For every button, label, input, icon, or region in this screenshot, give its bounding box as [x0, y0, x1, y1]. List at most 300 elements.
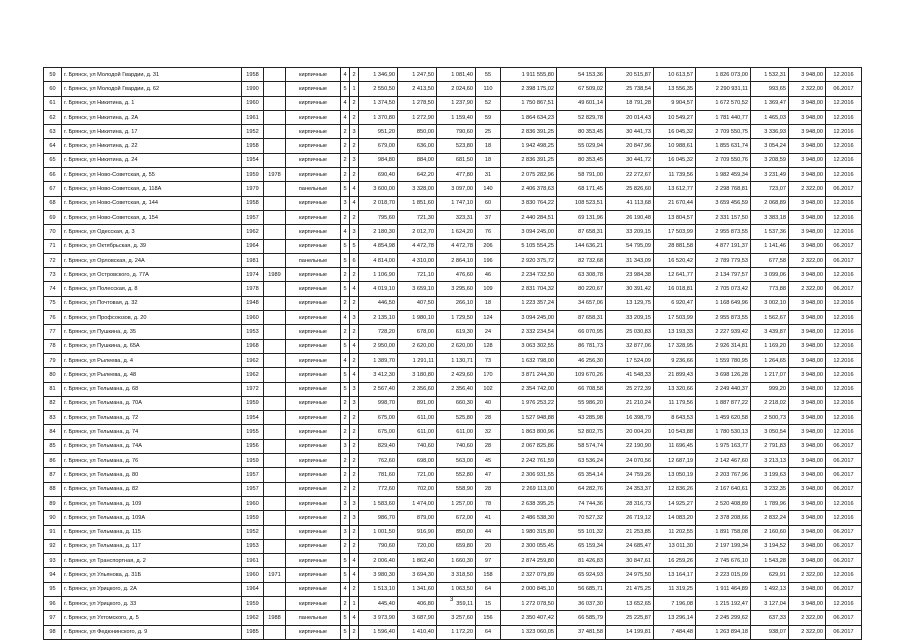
cell-limit-cost: 3 948,00	[789, 268, 826, 282]
cell-cost-part-d: 2 926 314,81	[696, 339, 751, 353]
table-row	[44, 82, 862, 96]
cell-living-area: 884,00	[398, 153, 437, 167]
cell-cost-part-d: 2 955 873,55	[696, 311, 751, 325]
cell-cost-part-c: 11 202,55	[654, 525, 696, 539]
cell-address: г. Брянск, ул Тельмана, д. 117	[62, 539, 242, 553]
cell-year-built: 1958	[242, 68, 264, 82]
cell-residents: 59	[476, 110, 501, 124]
table-row	[44, 225, 862, 239]
cell-entrances: 2	[350, 353, 359, 367]
cell-private-area: 2 864,10	[437, 253, 476, 267]
cell-living-area: 850,00	[398, 125, 437, 139]
cell-specific-cost: 1 537,36	[751, 225, 789, 239]
cell-cost-part-a: 80 353,45	[557, 125, 606, 139]
cell-entrances: 1	[350, 82, 359, 96]
table-row	[44, 96, 862, 110]
cell-entrances: 4	[350, 196, 359, 210]
cell-row-number: 85	[44, 439, 62, 453]
cell-wall-material: кирпичные	[286, 625, 341, 639]
cell-row-number: 64	[44, 139, 62, 153]
cell-wall-material: кирпичные	[286, 539, 341, 553]
cell-living-area: 3 694,30	[398, 568, 437, 582]
cell-entrances: 2	[350, 439, 359, 453]
cell-private-area: 1 747,10	[437, 196, 476, 210]
table-row	[44, 139, 862, 153]
cell-floors: 4	[341, 582, 350, 596]
cell-cost-part-d: 1 781 440,77	[696, 110, 751, 124]
cell-entrances: 4	[350, 368, 359, 382]
cell-wall-material: кирпичные	[286, 339, 341, 353]
cell-cost-part-c: 10 543,88	[654, 425, 696, 439]
cell-limit-cost: 3 948,00	[789, 239, 826, 253]
cell-address: г. Брянск, ул Тельмана, д. 68	[62, 382, 242, 396]
cell-cost-part-a: 65 159,34	[557, 539, 606, 553]
cell-entrances: 1	[350, 596, 359, 610]
cell-living-area: 2 413,50	[398, 82, 437, 96]
cell-year-reconstructed	[264, 325, 286, 339]
cell-entrances: 2	[350, 96, 359, 110]
cell-address: г. Брянск, ул Островского, д. 77А	[62, 268, 242, 282]
table-row	[44, 511, 862, 525]
cell-year-reconstructed	[264, 210, 286, 224]
cell-year-reconstructed	[264, 496, 286, 510]
cell-total-area: 3 600,00	[359, 182, 398, 196]
cell-cost-part-d: 2 705 073,42	[696, 282, 751, 296]
cell-total-cost: 3 094 245,00	[501, 311, 557, 325]
cell-wall-material: кирпичные	[286, 482, 341, 496]
cell-cost-part-c: 7 484,48	[654, 625, 696, 639]
cell-row-number: 60	[44, 82, 62, 96]
cell-specific-cost: 677,58	[751, 253, 789, 267]
cell-entrances: 4	[350, 568, 359, 582]
cell-row-number: 88	[44, 482, 62, 496]
cell-cost-part-b: 25 030,83	[606, 325, 654, 339]
cell-cost-part-c: 13 296,14	[654, 611, 696, 625]
cell-year-reconstructed	[264, 582, 286, 596]
cell-deadline: 06.2017	[826, 253, 862, 267]
cell-total-cost: 2 354 742,00	[501, 382, 557, 396]
cell-cost-part-b: 33 209,15	[606, 311, 654, 325]
cell-wall-material: кирпичные	[286, 411, 341, 425]
cell-private-area: 525,80	[437, 411, 476, 425]
cell-deadline: 12.2016	[826, 196, 862, 210]
cell-deadline: 06.2017	[826, 439, 862, 453]
cell-cost-part-b: 22 272,67	[606, 168, 654, 182]
cell-living-area: 407,50	[398, 296, 437, 310]
cell-total-area: 2 006,40	[359, 554, 398, 568]
cell-cost-part-d: 1 559 780,95	[696, 353, 751, 367]
table-row	[44, 110, 862, 124]
cell-cost-part-c: 12 687,19	[654, 454, 696, 468]
cell-row-number: 91	[44, 525, 62, 539]
cell-total-area: 2 180,30	[359, 225, 398, 239]
housing-register-table	[43, 67, 862, 640]
cell-cost-part-b: 16 398,79	[606, 411, 654, 425]
cell-entrances: 4	[350, 554, 359, 568]
cell-living-area: 721,00	[398, 468, 437, 482]
cell-cost-part-c: 13 804,57	[654, 210, 696, 224]
cell-floors: 4	[341, 110, 350, 124]
cell-living-area: 2 620,00	[398, 339, 437, 353]
cell-wall-material: панельные	[286, 611, 341, 625]
cell-deadline: 12.2016	[826, 311, 862, 325]
cell-cost-part-d: 1 826 073,00	[696, 68, 751, 82]
cell-total-area: 3 412,30	[359, 368, 398, 382]
cell-cost-part-a: 63 308,78	[557, 268, 606, 282]
cell-living-area: 678,00	[398, 325, 437, 339]
cell-floors: 4	[341, 311, 350, 325]
cell-cost-part-a: 108 523,51	[557, 196, 606, 210]
cell-address: г. Брянск, ул Рылеева, д. 48	[62, 368, 242, 382]
table-row	[44, 611, 862, 625]
cell-cost-part-b: 18 791,28	[606, 96, 654, 110]
cell-limit-cost: 3 948,00	[789, 168, 826, 182]
cell-year-reconstructed	[264, 596, 286, 610]
cell-deadline: 12.2016	[826, 396, 862, 410]
cell-year-built: 1979	[242, 182, 264, 196]
cell-private-area: 476,60	[437, 268, 476, 282]
cell-deadline: 12.2016	[826, 353, 862, 367]
cell-deadline: 06.2017	[826, 482, 862, 496]
cell-year-built: 1974	[242, 268, 264, 282]
cell-residents: 32	[476, 425, 501, 439]
cell-private-area: 1 081,40	[437, 68, 476, 82]
cell-entrances: 2	[350, 168, 359, 182]
cell-residents: 37	[476, 210, 501, 224]
table-row	[44, 325, 862, 339]
cell-private-area: 266,10	[437, 296, 476, 310]
cell-residents: 18	[476, 296, 501, 310]
cell-wall-material: кирпичные	[286, 325, 341, 339]
cell-deadline: 12.2016	[826, 125, 862, 139]
cell-residents: 45	[476, 454, 501, 468]
cell-total-cost: 2 440 284,51	[501, 210, 557, 224]
cell-specific-cost: 1 217,07	[751, 368, 789, 382]
cell-row-number: 78	[44, 339, 62, 353]
cell-limit-cost: 3 948,00	[789, 425, 826, 439]
cell-limit-cost: 2 322,00	[789, 253, 826, 267]
table-row	[44, 568, 862, 582]
cell-year-reconstructed	[264, 339, 286, 353]
cell-floors: 3	[341, 196, 350, 210]
cell-total-cost: 1 323 060,05	[501, 625, 557, 639]
cell-total-area: 781,60	[359, 468, 398, 482]
cell-specific-cost: 3 099,06	[751, 268, 789, 282]
cell-address: г. Брянск, ул Тельмана, д. 115	[62, 525, 242, 539]
cell-residents: 124	[476, 311, 501, 325]
cell-limit-cost: 2 322,00	[789, 82, 826, 96]
cell-floors: 5	[341, 253, 350, 267]
cell-year-reconstructed	[264, 96, 286, 110]
cell-living-area: 1 272,90	[398, 110, 437, 124]
cell-residents: 28	[476, 439, 501, 453]
cell-cost-part-d: 1 168 649,96	[696, 296, 751, 310]
cell-cost-part-d: 2 203 767,96	[696, 468, 751, 482]
cell-floors: 5	[341, 368, 350, 382]
cell-living-area: 1 410,40	[398, 625, 437, 639]
cell-limit-cost: 3 948,00	[789, 482, 826, 496]
cell-entrances: 4	[350, 339, 359, 353]
cell-private-area: 1 257,00	[437, 496, 476, 510]
cell-deadline: 06.2017	[826, 82, 862, 96]
cell-private-area: 3 097,00	[437, 182, 476, 196]
cell-entrances: 4	[350, 182, 359, 196]
cell-year-reconstructed: 1989	[264, 268, 286, 282]
cell-year-built: 1952	[242, 525, 264, 539]
cell-total-cost: 5 105 554,25	[501, 239, 557, 253]
cell-year-reconstructed	[264, 353, 286, 367]
cell-cost-part-b: 24 759,26	[606, 468, 654, 482]
cell-cost-part-d: 2 227 939,42	[696, 325, 751, 339]
cell-row-number: 59	[44, 68, 62, 82]
cell-specific-cost: 3 127,04	[751, 596, 789, 610]
cell-specific-cost: 1 264,65	[751, 353, 789, 367]
cell-specific-cost: 3 054,24	[751, 139, 789, 153]
cell-cost-part-b: 28 316,73	[606, 496, 654, 510]
cell-private-area: 659,80	[437, 539, 476, 553]
cell-entrances: 2	[350, 139, 359, 153]
cell-residents: 52	[476, 96, 501, 110]
cell-total-cost: 2 242 761,59	[501, 454, 557, 468]
cell-deadline: 06.2017	[826, 239, 862, 253]
cell-total-cost: 2 075 282,96	[501, 168, 557, 182]
cell-year-reconstructed	[264, 139, 286, 153]
cell-year-built: 1956	[242, 439, 264, 453]
cell-cost-part-d: 1 215 192,47	[696, 596, 751, 610]
cell-private-area: 1 172,20	[437, 625, 476, 639]
cell-residents: 40	[476, 396, 501, 410]
cell-cost-part-c: 17 328,95	[654, 339, 696, 353]
cell-total-cost: 2 836 391,25	[501, 153, 557, 167]
cell-total-area: 795,60	[359, 210, 398, 224]
cell-residents: 44	[476, 525, 501, 539]
cell-entrances: 2	[350, 582, 359, 596]
cell-year-built: 1962	[242, 611, 264, 625]
table-row	[44, 268, 862, 282]
cell-specific-cost: 1 369,47	[751, 96, 789, 110]
cell-address: г. Брянск, ул Одесская, д. 3	[62, 225, 242, 239]
cell-entrances: 2	[350, 411, 359, 425]
cell-floors: 2	[341, 153, 350, 167]
cell-cost-part-d: 4 877 191,37	[696, 239, 751, 253]
cell-residents: 78	[476, 496, 501, 510]
cell-total-cost: 1 942 498,25	[501, 139, 557, 153]
cell-entrances: 2	[350, 296, 359, 310]
cell-year-reconstructed	[264, 554, 286, 568]
cell-entrances: 3	[350, 511, 359, 525]
cell-residents: 25	[476, 125, 501, 139]
cell-specific-cost: 723,07	[751, 182, 789, 196]
cell-cost-part-a: 70 527,32	[557, 511, 606, 525]
cell-cost-part-c: 13 050,19	[654, 468, 696, 482]
table-row	[44, 425, 862, 439]
table-row	[44, 253, 862, 267]
cell-limit-cost: 2 322,00	[789, 282, 826, 296]
cell-residents: 18	[476, 139, 501, 153]
cell-row-number: 74	[44, 282, 62, 296]
cell-address: г. Брянск, ул Ухтомского, д. 5	[62, 611, 242, 625]
cell-wall-material: кирпичные	[286, 353, 341, 367]
cell-floors: 5	[341, 382, 350, 396]
cell-year-built: 1957	[242, 210, 264, 224]
cell-specific-cost: 1 492,13	[751, 582, 789, 596]
cell-cost-part-c: 11 739,56	[654, 168, 696, 182]
cell-year-reconstructed	[264, 525, 286, 539]
cell-living-area: 698,00	[398, 454, 437, 468]
cell-row-number: 87	[44, 468, 62, 482]
cell-address: г. Брянск, ул Тельмана, д. 76	[62, 454, 242, 468]
cell-specific-cost: 2 218,02	[751, 396, 789, 410]
cell-total-cost: 2 486 538,30	[501, 511, 557, 525]
cell-cost-part-b: 20 014,43	[606, 110, 654, 124]
cell-floors: 5	[341, 82, 350, 96]
cell-year-built: 1953	[242, 325, 264, 339]
cell-private-area: 2 356,40	[437, 382, 476, 396]
cell-cost-part-c: 10 613,57	[654, 68, 696, 82]
cell-deadline: 12.2016	[826, 382, 862, 396]
cell-cost-part-d: 2 142 467,60	[696, 454, 751, 468]
cell-cost-part-a: 49 601,14	[557, 96, 606, 110]
cell-wall-material: кирпичные	[286, 82, 341, 96]
cell-deadline: 12.2016	[826, 496, 862, 510]
cell-private-area: 477,80	[437, 168, 476, 182]
cell-total-cost: 2 327 079,89	[501, 568, 557, 582]
cell-limit-cost: 3 948,00	[789, 582, 826, 596]
cell-total-area: 445,40	[359, 596, 398, 610]
cell-wall-material: кирпичные	[286, 96, 341, 110]
cell-year-built: 1964	[242, 582, 264, 596]
cell-cost-part-c: 21 670,44	[654, 196, 696, 210]
cell-cost-part-a: 144 636,21	[557, 239, 606, 253]
cell-cost-part-a: 66 070,95	[557, 325, 606, 339]
cell-year-built: 1957	[242, 482, 264, 496]
cell-row-number: 86	[44, 454, 62, 468]
cell-cost-part-a: 87 658,31	[557, 225, 606, 239]
cell-cost-part-c: 13 193,33	[654, 325, 696, 339]
cell-cost-part-b: 54 795,09	[606, 239, 654, 253]
cell-limit-cost: 3 948,00	[789, 596, 826, 610]
cell-year-reconstructed	[264, 368, 286, 382]
cell-residents: 41	[476, 511, 501, 525]
cell-cost-part-a: 68 171,45	[557, 182, 606, 196]
cell-cost-part-b: 21 210,24	[606, 396, 654, 410]
cell-cost-part-c: 11 179,56	[654, 396, 696, 410]
cell-residents: 60	[476, 196, 501, 210]
cell-cost-part-b: 30 441,73	[606, 125, 654, 139]
cell-deadline: 06.2017	[826, 525, 862, 539]
cell-limit-cost: 3 948,00	[789, 554, 826, 568]
cell-floors: 2	[341, 125, 350, 139]
cell-address: г. Брянск, ул Пушкина, д. 65А	[62, 339, 242, 353]
cell-cost-part-a: 55 986,20	[557, 396, 606, 410]
table-row	[44, 311, 862, 325]
cell-specific-cost: 2 832,24	[751, 511, 789, 525]
cell-year-reconstructed	[264, 396, 286, 410]
cell-year-reconstructed	[264, 296, 286, 310]
cell-year-built: 1954	[242, 153, 264, 167]
cell-entrances: 2	[350, 68, 359, 82]
cell-floors: 2	[341, 511, 350, 525]
cell-entrances: 3	[350, 125, 359, 139]
cell-wall-material: кирпичные	[286, 68, 341, 82]
cell-year-built: 1962	[242, 225, 264, 239]
cell-specific-cost: 3 050,54	[751, 425, 789, 439]
cell-cost-part-c: 16 259,26	[654, 554, 696, 568]
cell-cost-part-b: 30 441,72	[606, 153, 654, 167]
cell-entrances: 3	[350, 311, 359, 325]
cell-row-number: 82	[44, 396, 62, 410]
cell-total-area: 762,60	[359, 454, 398, 468]
cell-year-reconstructed	[264, 425, 286, 439]
cell-year-reconstructed	[264, 439, 286, 453]
cell-wall-material: кирпичные	[286, 439, 341, 453]
cell-private-area: 660,30	[437, 396, 476, 410]
cell-limit-cost: 3 948,00	[789, 382, 826, 396]
cell-wall-material: кирпичные	[286, 225, 341, 239]
cell-floors: 4	[341, 225, 350, 239]
cell-total-area: 1 374,50	[359, 96, 398, 110]
cell-cost-part-d: 2 223 015,09	[696, 568, 751, 582]
cell-cost-part-d: 1 855 631,74	[696, 139, 751, 153]
cell-specific-cost: 1 465,03	[751, 110, 789, 124]
cell-residents: 55	[476, 68, 501, 82]
cell-floors: 2	[341, 325, 350, 339]
cell-residents: 158	[476, 568, 501, 582]
cell-wall-material: кирпичные	[286, 239, 341, 253]
cell-total-cost: 1 527 948,88	[501, 411, 557, 425]
cell-private-area: 1 729,50	[437, 311, 476, 325]
cell-limit-cost: 3 948,00	[789, 511, 826, 525]
cell-row-number: 72	[44, 253, 62, 267]
cell-total-cost: 1 911 555,80	[501, 68, 557, 82]
cell-floors: 5	[341, 611, 350, 625]
cell-cost-part-a: 66 708,58	[557, 382, 606, 396]
cell-year-reconstructed	[264, 282, 286, 296]
cell-cost-part-d: 1 263 894,18	[696, 625, 751, 639]
cell-cost-part-c: 14 083,20	[654, 511, 696, 525]
cell-private-area: 672,00	[437, 511, 476, 525]
cell-limit-cost: 3 948,00	[789, 153, 826, 167]
cell-limit-cost: 3 948,00	[789, 454, 826, 468]
cell-residents: 73	[476, 353, 501, 367]
cell-limit-cost: 3 948,00	[789, 396, 826, 410]
cell-wall-material: кирпичные	[286, 396, 341, 410]
cell-living-area: 406,80	[398, 596, 437, 610]
cell-cost-part-d: 1 975 163,77	[696, 439, 751, 453]
cell-year-reconstructed	[264, 253, 286, 267]
cell-total-cost: 2 300 055,45	[501, 539, 557, 553]
cell-floors: 2	[341, 596, 350, 610]
cell-year-built: 1990	[242, 82, 264, 96]
cell-address: г. Брянск, ул Никитина, д. 1	[62, 96, 242, 110]
table-row	[44, 182, 862, 196]
cell-year-reconstructed	[264, 82, 286, 96]
cell-living-area: 3 180,80	[398, 368, 437, 382]
cell-cost-part-c: 16 520,42	[654, 253, 696, 267]
cell-year-built: 1985	[242, 625, 264, 639]
cell-deadline: 06.2017	[826, 468, 862, 482]
cell-cost-part-d: 1 780 530,13	[696, 425, 751, 439]
cell-private-area: 523,80	[437, 139, 476, 153]
cell-cost-part-c: 8 643,53	[654, 411, 696, 425]
cell-entrances: 2	[350, 325, 359, 339]
cell-total-area: 829,40	[359, 439, 398, 453]
cell-address: г. Брянск, ул Октябрьская, д. 39	[62, 239, 242, 253]
cell-living-area: 2 356,60	[398, 382, 437, 396]
cell-specific-cost: 1 789,96	[751, 496, 789, 510]
cell-residents: 170	[476, 368, 501, 382]
cell-year-reconstructed	[264, 511, 286, 525]
